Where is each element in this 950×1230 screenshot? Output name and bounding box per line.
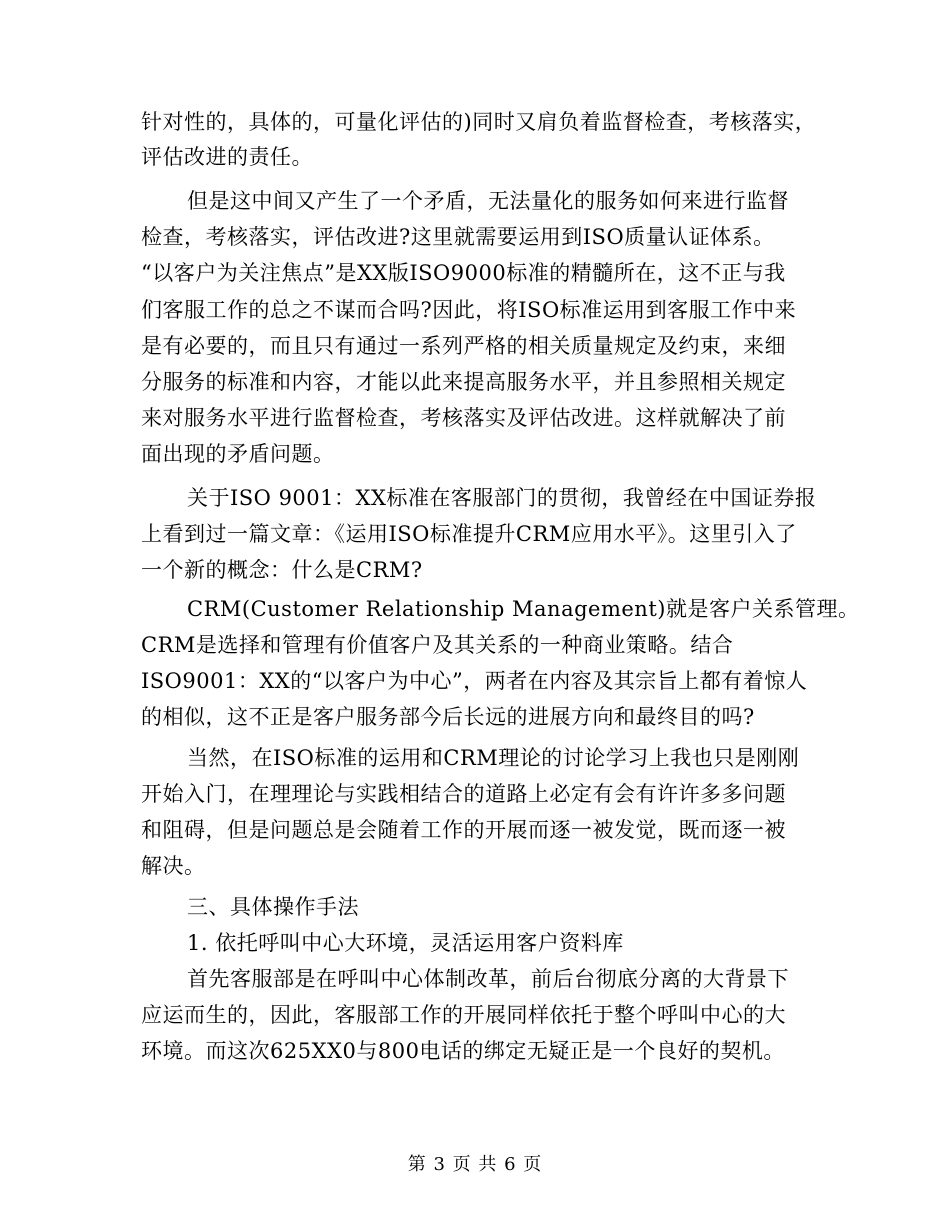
text-line: 环境。而这次625XX0与800电话的绑定无疑正是一个良好的契机。 (141, 1039, 785, 1063)
page-number-footer: 第 3 页 共 6 页 (407, 1154, 543, 1175)
text-line: 分服务的标准和内容，才能以此来提高服务水平，并且参照相关规定 (141, 370, 786, 394)
text-line: 来对服务水平进行监督检查，考核落实及评估改进。这样就解决了前 (141, 406, 786, 430)
text-line: 是有必要的，而且只有通过一系列严格的相关质量规定及约束，来细 (141, 334, 786, 358)
text-line: 关于ISO 9001：XX标准在客服部门的贯彻，我曾经在中国证券报 (187, 486, 817, 510)
text-line: 但是这中间又产生了一个矛盾，无法量化的服务如何来进行监督 (187, 189, 789, 213)
text-line: 首先客服部是在呼叫中心体制改革，前后台彻底分离的大背景下 (187, 967, 789, 991)
text-line: 和阻碍，但是问题总是会随着工作的开展而逐一被发觉，既而逐一被 (141, 818, 786, 842)
text-line: 当然，在ISO标准的运用和CRM理论的讨论学习上我也只是刚刚 (187, 746, 800, 770)
text-line: 上看到过一篇文章：《运用ISO标准提升CRM应用水平》。这里引入了 (141, 522, 797, 546)
text-line: CRM(Customer Relationship Management)就是客户关系管理。 (187, 597, 860, 621)
text-line: 们客服工作的总之不谋而合吗?因此，将ISO标准运用到客服工作中来 (141, 298, 797, 322)
text-line: 开始入门，在理理论与实践相结合的道路上必定有会有许许多多问题 (141, 782, 786, 806)
section-heading: 三、具体操作手法 (187, 895, 359, 919)
text-line: 面出现的矛盾问题。 (141, 442, 335, 466)
text-line: 应运而生的，因此，客服部工作的开展同样依托于整个呼叫中心的大 (141, 1003, 786, 1027)
subsection-heading: 1. 依托呼叫中心大环境，灵活运用客户资料库 (187, 931, 624, 955)
text-line: 针对性的，具体的，可量化评估的)同时又肩负着监督检查，考核落实， (141, 110, 817, 134)
text-line: 检查，考核落实，评估改进?这里就需要运用到ISO质量认证体系。 (141, 225, 775, 249)
text-line: ISO9001：XX的“以客户为中心”，两者在内容及其宗旨上都有着惊人 (141, 669, 808, 693)
text-line: 一个新的概念：什么是CRM? (141, 558, 423, 582)
text-line: “以客户为关注焦点”是XX版ISO9000标准的精髓所在，这不正与我 (141, 261, 786, 285)
text-line: 解决。 (141, 854, 206, 878)
text-line: 评估改进的责任。 (141, 145, 313, 169)
text-line: 的相似，这不正是客户服务部今后长远的进展方向和最终目的吗? (141, 705, 755, 729)
text-line: CRM是选择和管理有价值客户及其关系的一种商业策略。结合 (141, 633, 734, 657)
